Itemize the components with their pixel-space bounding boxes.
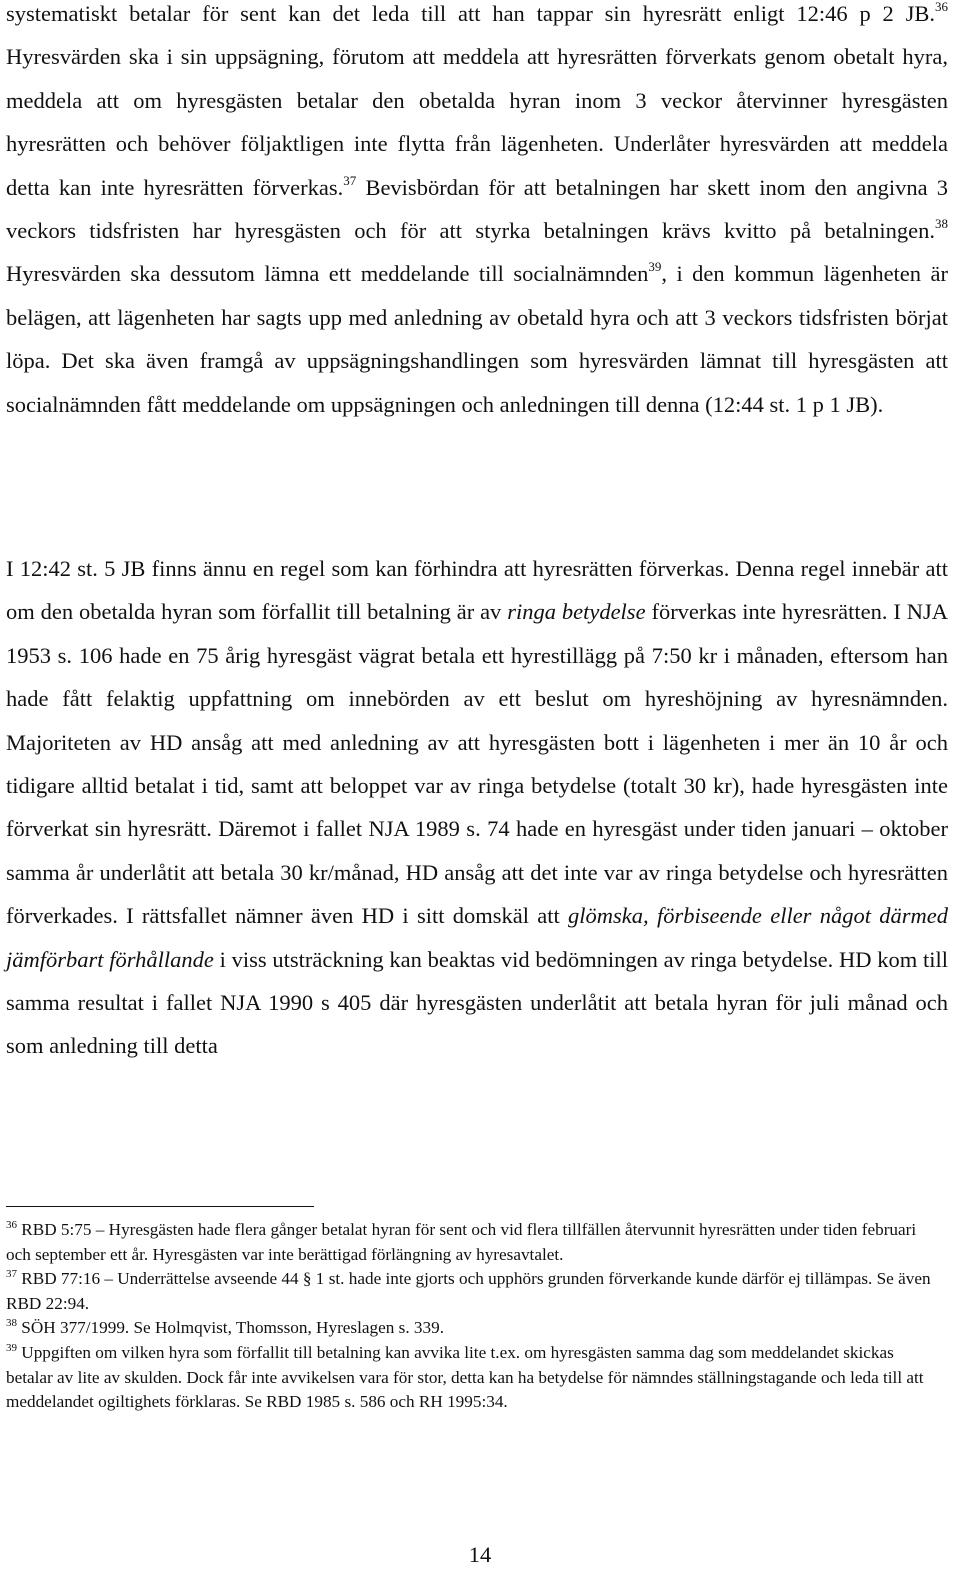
footnote-text: RBD 5:75 – Hyresgästen hade flera gånger betalat hyran för sent och vid flera tillfällen återvunnit hyresrätten under tiden februari och september ett år. Hyresgästen var inte berättigad förlängning av hyresavtalet. bbox=[6, 1220, 917, 1264]
footnote-ref-39[interactable]: 39 bbox=[648, 259, 662, 275]
footnote-36 bbox=[6, 1218, 941, 1267]
footnote-number: 36 bbox=[6, 1219, 17, 1231]
emphasis-ringa-betydelse: ringa betydelse bbox=[507, 599, 646, 625]
page-number: 14 bbox=[468, 1542, 492, 1567]
text-segment: förverkas inte hyresrätten. I NJA 1953 s. 106 hade en 75 årig hyresgäst vägrat betala ett hyrestillägg på 7:50 kr i månaden, eftersom han hade fått felaktig uppfattning om innebörden av ett beslut om hyreshöjning av hyresnämnden. Majoriteten av HD ansåg att med anledning av att hyresgästen bott i lägenheten i mer än 10 år och tidigare alltid betalat i tid, samt att beloppet var av ringa betydelse (totalt 30 kr), hade hyresgästen inte förverkat sin hyresrätt. Däremot i fallet NJA 1989 s. 74 hade en hyresgäst under tiden januari – oktober samma år underlåtit att betala 30 kr/månad, HD ansåg att det inte var av ringa betydelse och hyresrätten förverkades. I rättsfallet nämner även HD i sitt domskäl att bbox=[6, 599, 949, 929]
emphasis-quote: glömska, förbiseende eller något därmed jämförbart förhållande bbox=[6, 903, 948, 972]
footnote-39 bbox=[6, 1341, 941, 1415]
text-segment: , i den kommun lägenheten är belägen, att lägenheten har sagts upp med anledning av obetald hyra och att 3 veckors tidsfristen börjat löpa. Det ska även framgå av uppsägningshandlingen som hyresvärden lämnat till hyresgästen att socialnämnden fått meddelande om uppsägningen och anledningen till denna (12:44 st. 1 p 1 JB). bbox=[6, 261, 948, 417]
footnotes bbox=[6, 1218, 941, 1415]
footnote-number: 38 bbox=[6, 1317, 17, 1330]
text-segment: systematiskt betalar för sent kan det leda till att han tappar sin hyresrätt enligt 12:46 p 2 JB. bbox=[6, 1, 935, 26]
text-segment: Hyresvärden ska i sin uppsägning, förutom att meddela att hyresrätten förverkats genom obetalt hyra, meddela att om hyresgästen betalar den obetalda hyran inom 3 veckor återvinner hyresgästen hyresrätten och behöver följaktligen inte flytta från lägenheten. Underlåter hyresvärden att meddela detta kan inte hyresrätten förverkas. bbox=[6, 44, 948, 200]
footnote-text: Uppgiften om vilken hyra som förfallit till betalning kan avvika lite t.ex. om hyresgästen samma dag som meddelandet skickas betalar av lite av skulden. Dock får inte avvikelsen vara för stor, detta kan ha betydelse för nämndes ställningstagande och leda till att meddelandet ogiltighets förklaras. Se RBD 1985 s. 586 och RH 1995:34. bbox=[6, 1342, 924, 1412]
footnote-number: 39 bbox=[6, 1341, 17, 1354]
footnote-ref-37[interactable]: 37 bbox=[343, 172, 357, 188]
footnote-divider bbox=[6, 1206, 314, 1207]
footnote-38 bbox=[6, 1316, 941, 1341]
footnote-ref-38[interactable]: 38 bbox=[935, 216, 948, 232]
body-paragraph-1 bbox=[6, 0, 948, 426]
footnote-text: RBD 77:16 – Underrättelse avseende 44 § 1 st. hade inte gjorts och upphörs grunden förverkande kunde därför ej tillämpas. Se även RBD 22:94. bbox=[6, 1269, 931, 1313]
text-segment: I 12:42 st. 5 JB finns ännu en regel som kan förhindra att hyresrätten förverkas. Denna regel innebär att om den obetalda hyran som förfallit till betalning är av bbox=[6, 556, 948, 625]
footnote-text: SÖH 377/1999. Se Holmqvist, Thomsson, Hyreslagen s. 339. bbox=[17, 1318, 444, 1338]
footnote-ref-36[interactable]: 36 bbox=[935, 0, 948, 14]
body-paragraph-2 bbox=[6, 547, 948, 1068]
footnote-37 bbox=[6, 1267, 941, 1316]
text-segment: i viss utsträckning kan beaktas vid bedömningen av ringa betydelse. HD kom till samma resultat i fallet NJA 1990 s 405 där hyresgästen underlåtit att betala hyran för juli månad och som anledning till detta bbox=[6, 946, 948, 1059]
text-segment: Hyresvärden ska dessutom lämna ett meddelande till socialnämnden bbox=[6, 261, 649, 287]
footnote-number: 37 bbox=[6, 1268, 17, 1281]
text-segment: Bevisbördan för att betalningen har skett inom den angivna 3 veckors tidsfristen har hyresgästen och för att styrka betalningen krävs kvitto på betalningen. bbox=[6, 174, 948, 244]
